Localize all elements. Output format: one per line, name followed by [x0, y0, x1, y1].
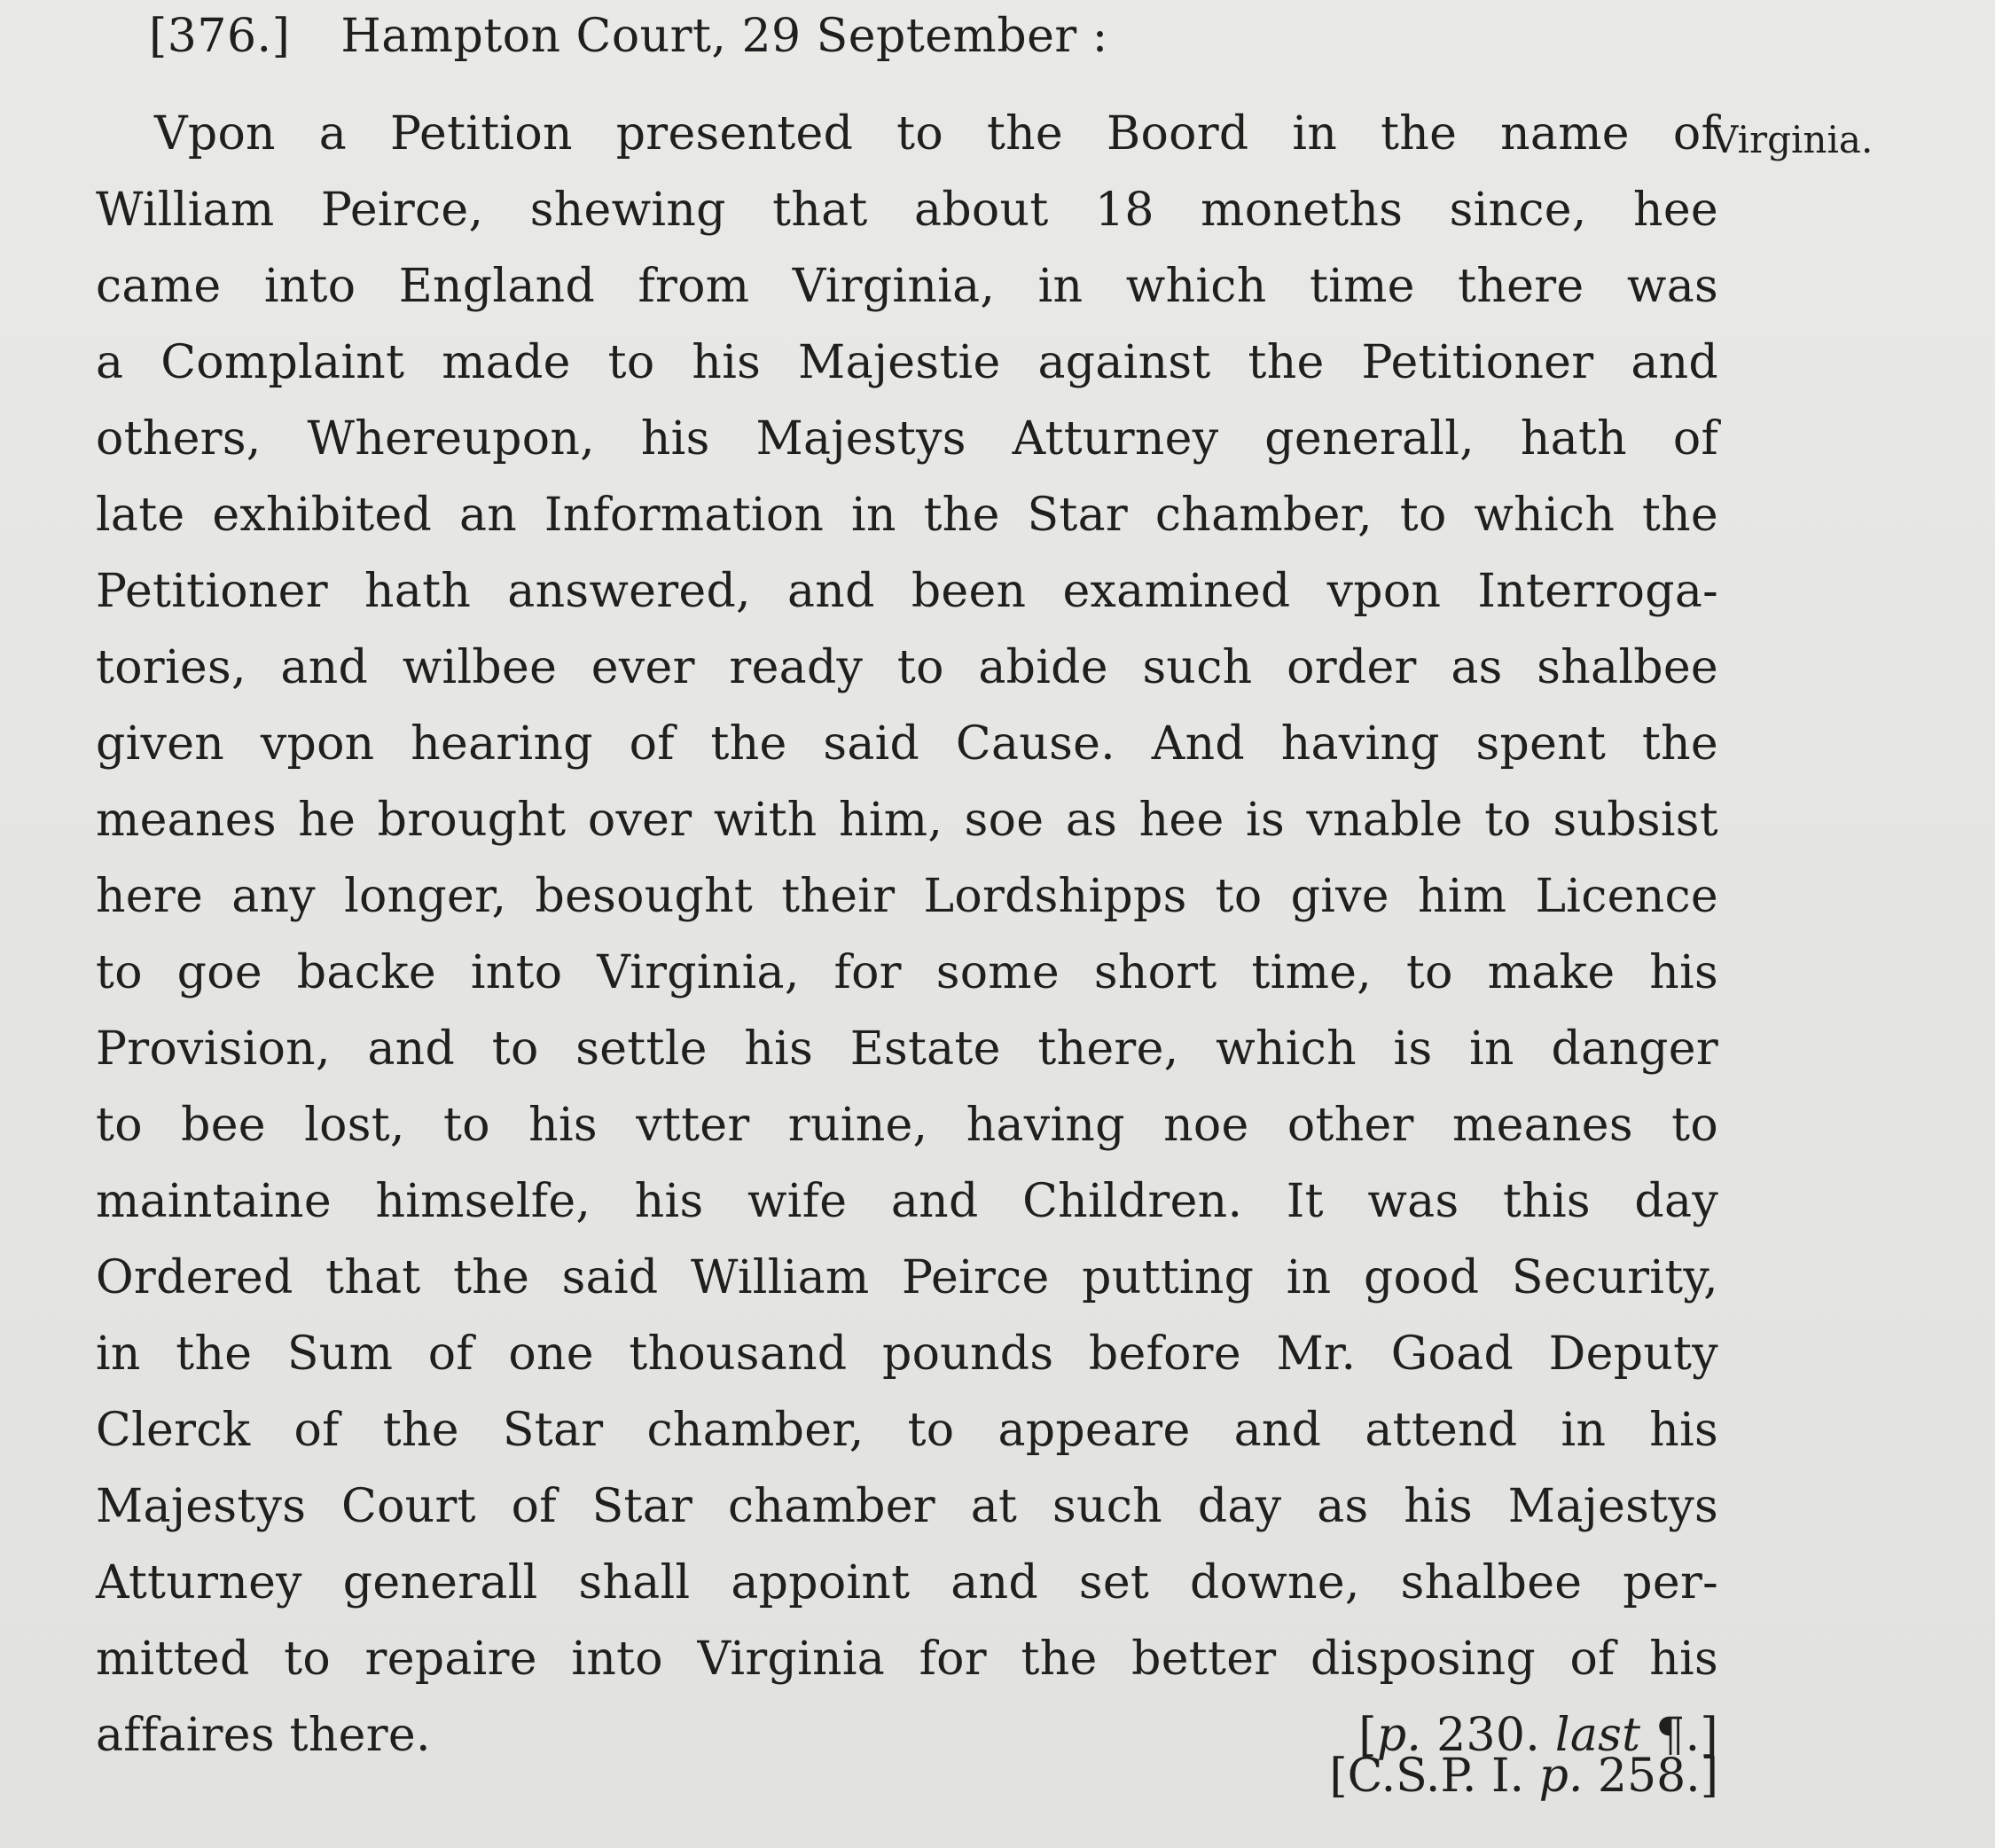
paragraph-line: Provision, and to settle his Estate there, which is in danger — [96, 1022, 1718, 1076]
paragraph-line: to bee lost, to his vtter ruine, having noe other meanes to — [96, 1099, 1718, 1152]
paragraph-line: here any longer, besought their Lordshipps to give him Licence — [96, 870, 1718, 923]
paragraph-line: William Peirce, shewing that about 18 moneths since, hee — [96, 184, 1718, 237]
paragraph-line: meanes he brought over with him, soe as hee is vnable to subsist — [96, 794, 1718, 847]
paragraph-line: Petitioner hath answered, and been examined vpon Interroga- — [96, 565, 1718, 618]
margin-note: Virginia. — [1711, 118, 1874, 161]
paragraph-line: to goe backe into Virginia, for some short time, to make his — [96, 946, 1718, 999]
page-reference-close: ¶.] — [1655, 1709, 1718, 1762]
paragraph-line: Majestys Court of Star chamber at such day as his Majestys — [96, 1480, 1718, 1533]
paragraph-line: others, Whereupon, his Majestys Atturney generall, hath of — [96, 412, 1718, 466]
entry-place-date: Hampton Court, 29 September : — [340, 10, 1108, 63]
page-reference-last-label: last — [1554, 1709, 1641, 1762]
paragraph-line: a Complaint made to his Majestie against the Petitioner and — [96, 336, 1718, 389]
entry-heading — [149, 7, 1108, 66]
entry-body — [96, 96, 1718, 1774]
paragraph-line: Vpon a Petition presented to the Boord in the name of — [154, 107, 1718, 161]
page-reference-p-label: p. — [1376, 1709, 1422, 1762]
paragraph-line: affaires there. — [96, 1709, 431, 1762]
citation-p-label: p. — [1538, 1750, 1584, 1803]
paragraph-line: in the Sum of one thousand pounds before Mr. Goad Deputy — [96, 1327, 1718, 1381]
entry-number: [376.] — [149, 10, 291, 63]
paragraph-line: tories, and wilbee ever ready to abide such order as shalbee — [96, 641, 1718, 694]
citation-prefix: [C.S.P. I. — [1329, 1750, 1525, 1803]
source-citation — [1329, 1738, 1718, 1814]
page-reference-open: [ — [1358, 1709, 1377, 1762]
paragraph-line: Clerck of the Star chamber, to appeare and attend in his — [96, 1404, 1718, 1457]
paragraph-line: mitted to repaire into Virginia for the better disposing of his — [96, 1633, 1718, 1686]
paragraph-line: given vpon hearing of the said Cause. And having spent the — [96, 717, 1718, 771]
paragraph-line: came into England from Virginia, in which time there was — [96, 260, 1718, 313]
paragraph-line: Ordered that the said William Peirce putting in good Security, — [96, 1251, 1718, 1304]
paragraph-line: late exhibited an Information in the Star chamber, to which the — [96, 489, 1718, 542]
paragraph-line: Atturney generall shall appoint and set downe, shalbee per- — [96, 1556, 1718, 1609]
citation-number: 258.] — [1597, 1750, 1718, 1803]
page-reference-number: 230. — [1436, 1709, 1541, 1762]
paragraph-line: maintaine himselfe, his wife and Children. It was this day — [96, 1175, 1718, 1228]
